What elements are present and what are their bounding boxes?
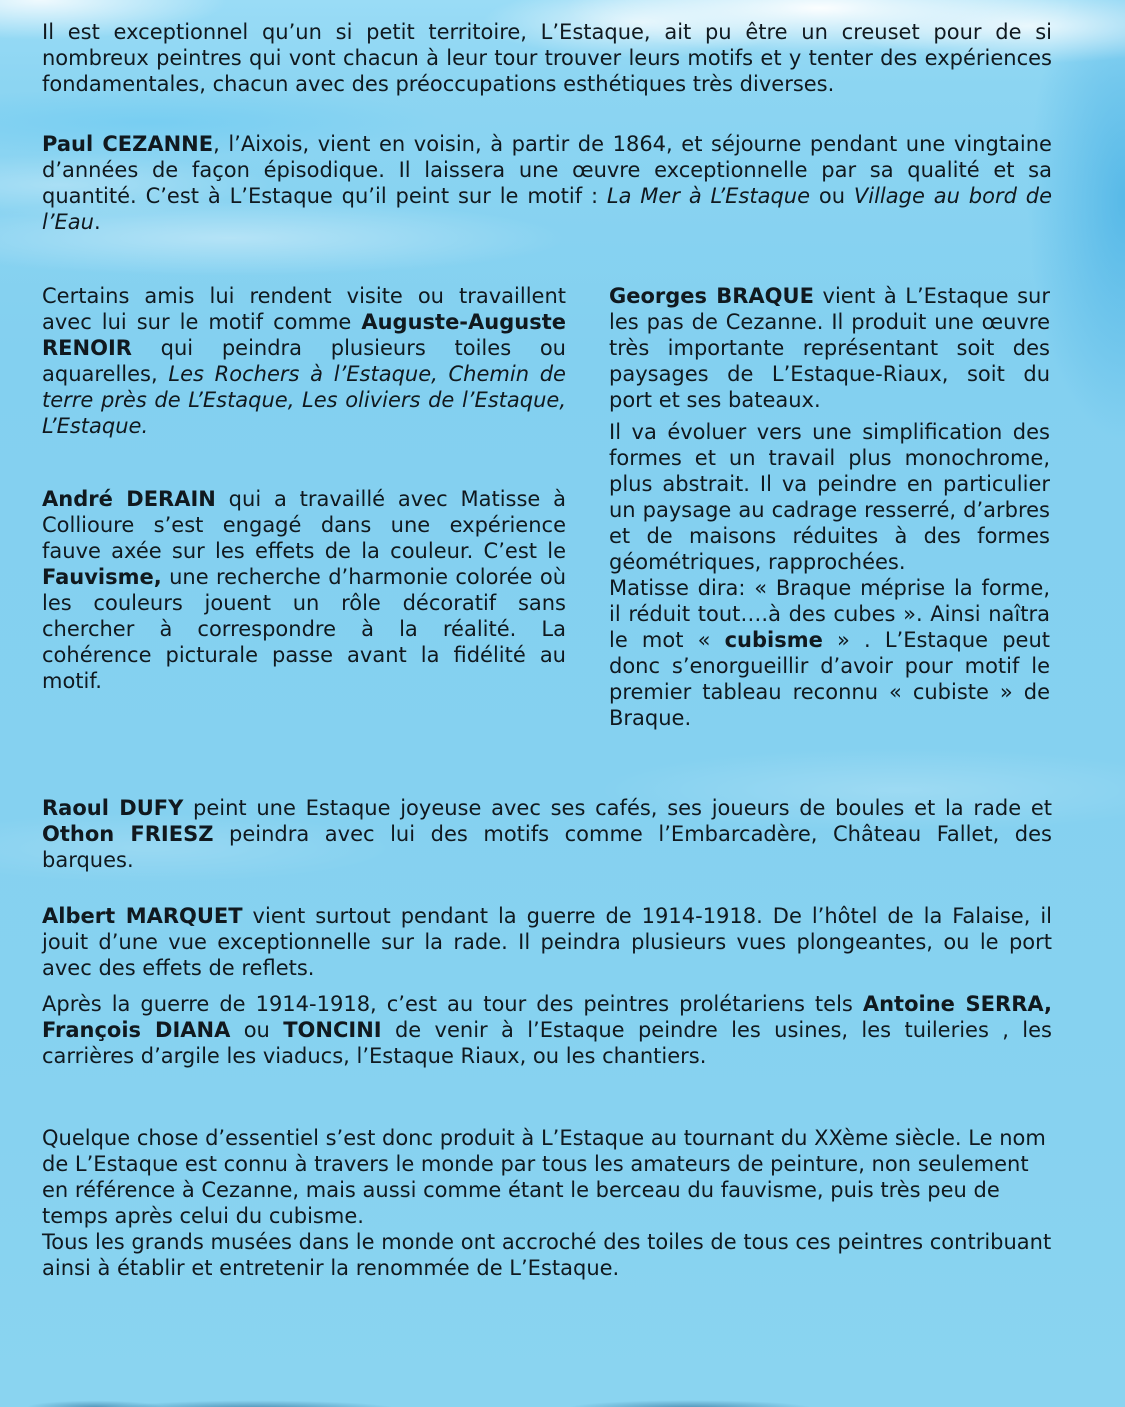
right-column (609, 283, 1050, 731)
conclusion-section (42, 1125, 1052, 1281)
braque-paragraph-3: Matisse dira: « Braque méprise la forme, il réduit tout….à des cubes ». Ainsi naîtra le mot « cubisme » . L’Estaque peut donc s’enorgueillir d’avoir pour motif le premier tableau reconnu « cubiste » de Braque. (609, 576, 1051, 730)
renoir-paragraph: Certains amis lui rendent visite ou travaillent avec lui sur le motif comme Auguste-Auguste RENOIR qui peindra plusieurs toiles ou aquarelles, Les Rochers à l’Estaque, Chemin de terre près de L’Estaque, Les oliviers de l’Estaque, L’Estaque. (42, 284, 566, 438)
braque-paragraph-2: Il va évoluer vers une simplification des formes et un travail plus monochrome, plus abstrait. Il va peindre en particulier un paysage au cadrage resserré, d’arbres et de maisons réduites à des formes géométriques, rapprochées. (609, 420, 1050, 574)
intro-paragraph: Il est exceptionnel qu’un si petit territoire, L’Estaque, ait pu être un creuset pour de si nombreux peintres qui vont chacun à leur tour trouver leurs motifs et y tenter des expériences fondamentales, chacun avec des préoccupations esthétiques très diverses. (42, 20, 1052, 96)
derain-paragraph: André DERAIN qui a travaillé avec Matisse à Collioure s’est engagé dans une expérience fauve axée sur les effets de la couleur. C’est le Fauvisme, une recherche d’harmonie colorée où les couleurs jouent un rôle décoratif sans chercher à correspondre à la réalité. La cohérence picturale passe avant la fidélité au motif. (42, 487, 567, 693)
conclusion-paragraph-2: Tous les grands musées dans le monde ont accroché des toiles de tous ces peintres contribuant ainsi à établir et entretenir la renommée de L’Estaque. (42, 1230, 1052, 1280)
conclusion-paragraph-1: Quelque chose d’essentiel s’est donc produit à L’Estaque au tournant du XXème siècle. Le nom de L’Estaque est connu à travers le monde par tous les amateurs de peinture, non seulement en référence à Cezanne, mais aussi comme étant le berceau du fauvisme, puis très peu de temps après celui du cubisme. (42, 1126, 1046, 1228)
left-column (42, 283, 566, 731)
dufy-friesz-paragraph: Raoul DUFY peint une Estaque joyeuse avec ses cafés, ses joueurs de boules et la rade et Othon FRIESZ peindra avec lui des motifs comme l’Embarcadère, Château Fallet, des barques. (42, 796, 1052, 872)
marquet-paragraph: Albert MARQUET vient surtout pendant la guerre de 1914-1918. De l’hôtel de la Falaise, il jouit d’une vue exceptionnelle sur la rade. Il peindra plusieurs vues plongeantes, ou le port avec des effets de reflets. (42, 904, 1052, 980)
proletarian-painters-paragraph: Après la guerre de 1914-1918, c’est au tour des peintres prolétariens tels Antoine SERRA, François DIANA ou TONCINI de venir à l’Estaque peindre les usines, les tuileries , les carrières d’argile les viaducs, l’Estaque Riaux, ou les chantiers. (42, 992, 1052, 1068)
cezanne-paragraph: Paul CEZANNE, l’Aixois, vient en voisin, à partir de 1864, et séjourne pendant une vingtaine d’années de façon épisodique. Il laissera une œuvre exceptionnelle par sa qualité et sa quantité. C’est à L’Estaque qu’il peint sur le motif : La Mer à L’Estaque ou Village au bord de l’Eau. (42, 132, 1053, 234)
braque-paragraph-1: Georges BRAQUE vient à L’Estaque sur les pas de Cezanne. Il produit une œuvre très importante représentant soit des paysages de L’Estaque-Riaux, soit du port et ses bateaux. (609, 284, 1050, 412)
two-column-section (42, 283, 1052, 731)
